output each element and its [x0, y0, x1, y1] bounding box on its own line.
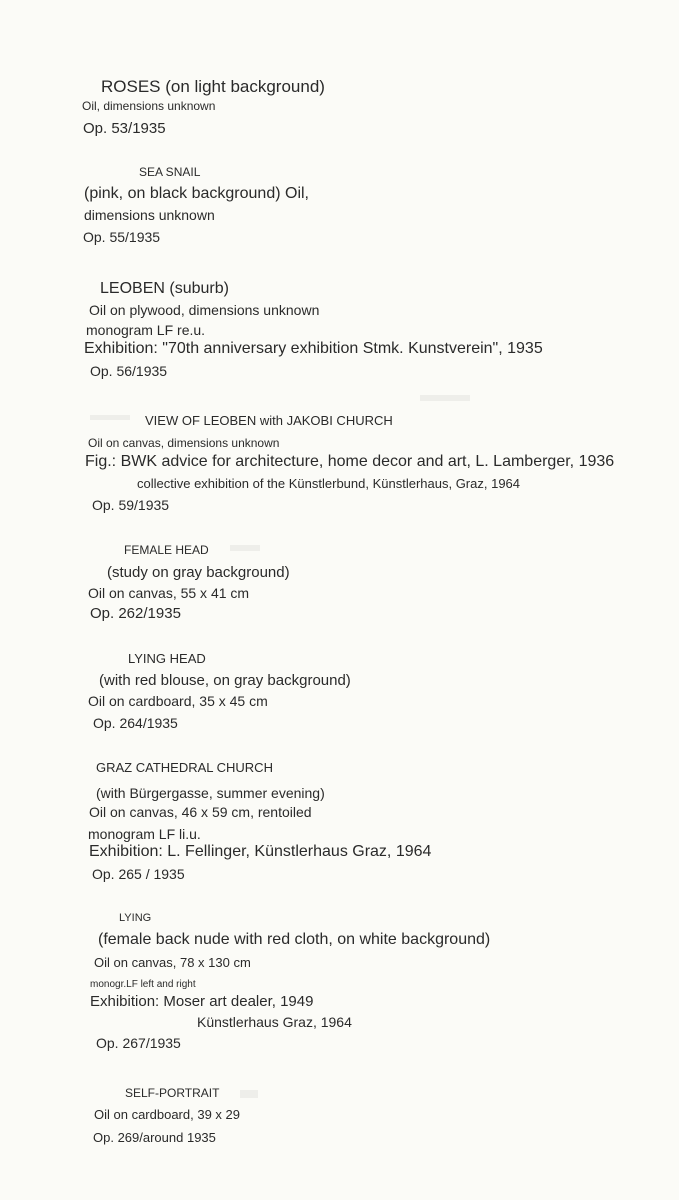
entry-detail: Fig.: BWK advice for architecture, home decor and art, L. Lamberger, 1936 [85, 453, 615, 470]
entry-detail: Exhibition: "70th anniversary exhibition Stmk. Kunstverein", 1935 [84, 340, 543, 357]
entry-detail: Künstlerhaus Graz, 1964 [197, 1014, 352, 1030]
entry-detail: Oil on canvas, 78 x 130 cm [94, 955, 251, 970]
entry-title: SELF-PORTRAIT [125, 1086, 220, 1100]
entry-detail: monogr.LF left and right [90, 979, 196, 990]
entry-detail: dimensions unknown [84, 207, 215, 223]
entry-detail: Oil on canvas, 55 x 41 cm [88, 585, 250, 601]
entry-detail: (pink, on black background) Oil, [84, 185, 309, 202]
entry-title: SEA SNAIL [139, 165, 201, 179]
entry-title: LYING [119, 912, 152, 924]
entry-detail: Oil on cardboard, 35 x 45 cm [88, 693, 268, 709]
entry-opus: Op. 267/1935 [96, 1035, 181, 1051]
entry-detail: Exhibition: L. Fellinger, Künstlerhaus Graz, 1964 [89, 843, 432, 860]
scan-smudge [420, 395, 470, 401]
entry-opus: Op. 262/1935 [90, 605, 181, 622]
entry-detail: monogram LF re.u. [86, 322, 206, 338]
entry-opus: Op. 53/1935 [83, 120, 166, 137]
entry-title: ROSES (on light background) [101, 77, 325, 96]
entry-title: LEOBEN (suburb) [100, 280, 229, 297]
scan-smudge [90, 415, 130, 420]
entry-detail: Oil on cardboard, 39 x 29 [94, 1107, 240, 1122]
entry-detail: Oil, dimensions unknown [82, 99, 216, 113]
entry-title: GRAZ CATHEDRAL CHURCH [96, 760, 273, 775]
entry-detail: collective exhibition of the Künstlerbund, Künstlerhaus, Graz, 1964 [137, 476, 521, 491]
entry-opus: Op. 55/1935 [83, 229, 161, 245]
scan-smudge [240, 1090, 258, 1098]
entry-opus: Op. 59/1935 [92, 497, 170, 513]
entry-opus: Op. 56/1935 [90, 363, 168, 379]
entry-opus: Op. 265 / 1935 [92, 866, 185, 882]
entry-title: LYING HEAD [128, 651, 206, 666]
entry-opus: Op. 264/1935 [93, 715, 178, 731]
entry-detail: Exhibition: Moser art dealer, 1949 [90, 993, 314, 1010]
entry-detail: (with red blouse, on gray background) [99, 672, 351, 689]
entry-detail: Oil on canvas, dimensions unknown [88, 436, 280, 450]
entry-opus: Op. 269/around 1935 [93, 1130, 216, 1145]
entry-detail: (study on gray background) [107, 564, 290, 581]
entry-title: VIEW OF LEOBEN with JAKOBI CHURCH [145, 413, 393, 428]
entry-detail: Oil on canvas, 46 x 59 cm, rentoiled [89, 804, 312, 820]
entry-detail: monogram LF li.u. [88, 826, 201, 842]
entry-detail: (female back nude with red cloth, on white background) [98, 931, 491, 948]
entry-detail: Oil on plywood, dimensions unknown [89, 302, 320, 318]
entry-detail: (with Bürgergasse, summer evening) [96, 785, 325, 801]
entry-title: FEMALE HEAD [124, 543, 209, 557]
scan-smudge [230, 545, 260, 551]
